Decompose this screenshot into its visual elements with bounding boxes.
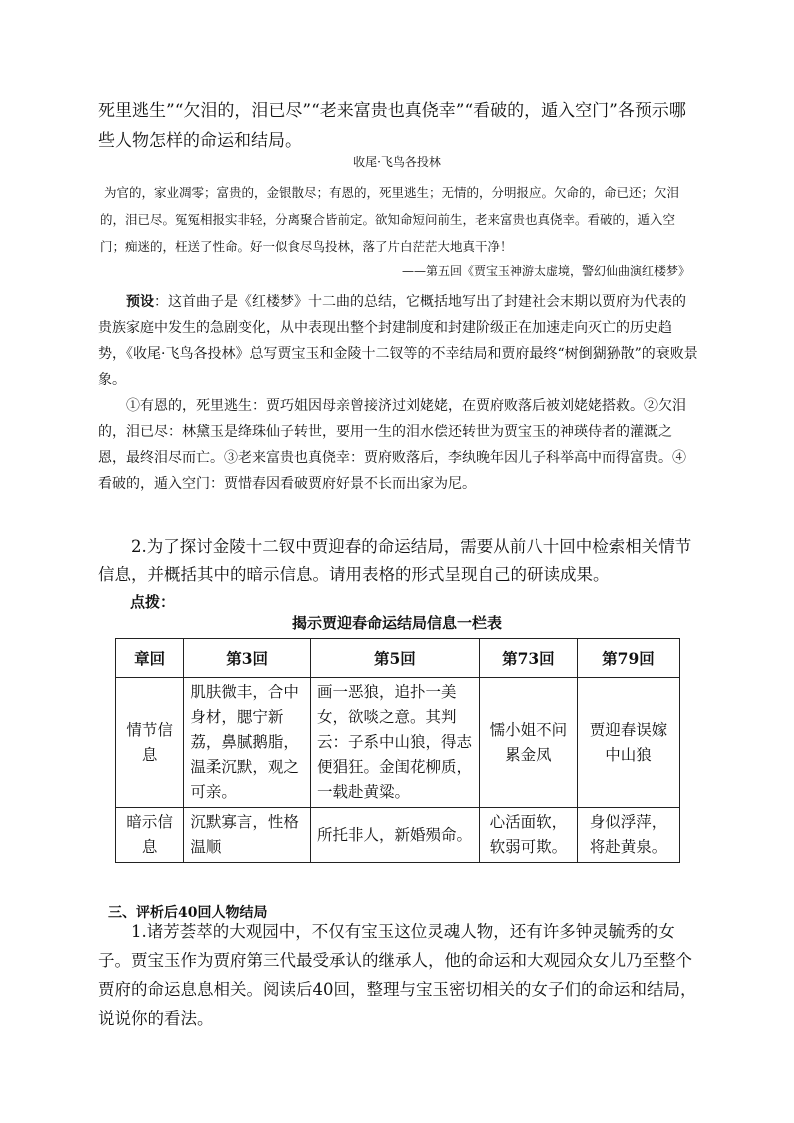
- table-cell: 心活面软，软弱可欺。: [479, 808, 577, 863]
- question-2: [98, 533, 698, 589]
- intro-question-text: 死里逃生”“欠泪的，泪已尽”“老来富贵也真侥幸”“看破的，遁入空门”各预示哪些人物怎样的命运和结局。: [98, 101, 686, 151]
- question-2-text: 2.为了探讨金陵十二钗中贾迎春的命运结局，需要从前八十回中检索相关情节信息，并概括其中的暗示信息。请用表格的形式呈现自己的研读成果。: [98, 537, 692, 584]
- header-cell: 章回: [116, 639, 184, 678]
- table-title: 揭示贾迎春命运结局信息一栏表: [291, 614, 502, 632]
- table-row: [116, 678, 680, 808]
- preset-paragraph-2: ①有恩的，死里逃生：贾巧姐因母亲曾接济过刘姥姥，在贾府败落后被刘姥姥搭救。②欠泪的，泪已尽：林黛玉是绛珠仙子转世，要用一生的泪水偿还转世为贾宝玉的神瑛侍者的灌溉之恩，最终泪尽而亡。③老来富贵也真侥幸：贾府败落后，李纨晚年因儿子科举高中而得富贵。④看破的，遁入空门：贾惜春因看破贾府好景不长而出家为尼。: [98, 398, 686, 492]
- table-cell: 所托非人，新婚殒命。: [310, 808, 479, 863]
- table-cell: 沉默寡言，性格温顺: [184, 808, 311, 863]
- section-3-heading: 三、评析后40回人物结局: [108, 905, 268, 921]
- header-cell: 第3回: [184, 639, 311, 678]
- section-3-paragraph: 1.诸芳荟萃的大观园中，不仅有宝玉这位灵魂人物，还有许多钟灵毓秀的女子。贾宝玉作为贾府第三代最受承认的继承人，他的命运和大观园众女儿乃至整个贾府的命运息息相关。阅读后40回，整理与宝玉密切相关的女子们的命运和结局，说说你的看法。: [98, 922, 697, 1028]
- table-cell: 画一恶狼，追扑一美女，欲啖之意。其判云：子系中山狼，得志便猖狂。金闺花柳质，一载赴黄粱。: [310, 678, 479, 808]
- table-cell: 肌肤微丰，合中身材，腮宁新荔，鼻腻鹅脂，温柔沉默，观之可亲。: [184, 678, 311, 808]
- preset-paragraph-1: [98, 289, 698, 393]
- header-cell: 第5回: [310, 639, 479, 678]
- table-header-row: [116, 639, 680, 678]
- poem-source: ——第五回《贾宝玉神游太虚境，警幻仙曲演红楼梦》: [401, 264, 690, 278]
- poem-body: [100, 179, 698, 260]
- header-cell: 第79回: [577, 639, 679, 678]
- info-table: [115, 638, 680, 863]
- table-cell: 暗示信息: [116, 808, 184, 863]
- table-cell: 懦小姐不问累金凤: [479, 678, 577, 808]
- poem-title: 收尾·飞鸟各投林: [353, 155, 441, 169]
- poem-text: 为官的，家业凋零；富贵的，金银散尽；有恩的，死里逃生；无情的，分明报应。欠命的，命已还；欠泪的，泪已尽。冤冤相报实非轻，分离聚合皆前定。欲知命短问前生，老来富贵也真侥幸。看破的，遁入空门；痴迷的，枉送了性命。好一似食尽鸟投林，落了片白茫茫大地真干净！: [100, 185, 680, 254]
- table-row: [116, 808, 680, 863]
- hint-label: 点拨：: [130, 593, 176, 611]
- table-cell: 身似浮萍，将赴黄泉。: [577, 808, 679, 863]
- table-cell: 情节信息: [116, 678, 184, 808]
- header-cell: 第73回: [479, 639, 577, 678]
- preset-answer: [98, 289, 698, 497]
- section-3-body: [98, 917, 698, 1033]
- table-cell: 贾迎春误嫁中山狼: [577, 678, 679, 808]
- preset-text-1: ：这首曲子是《红楼梦》十二曲的总结，它概括地写出了封建社会末期以贾府为代表的贵族家庭中发生的急剧变化，从中表现出整个封建制度和封建阶级正在加速走向灭亡的历史趋势，《收尾·飞鸟各投林》总写贾宝玉和金陵十二钗等的不幸结局和贾府最终“树倒猢狲散”的衰败景象。: [98, 294, 698, 388]
- preset-label: 预设: [126, 294, 154, 310]
